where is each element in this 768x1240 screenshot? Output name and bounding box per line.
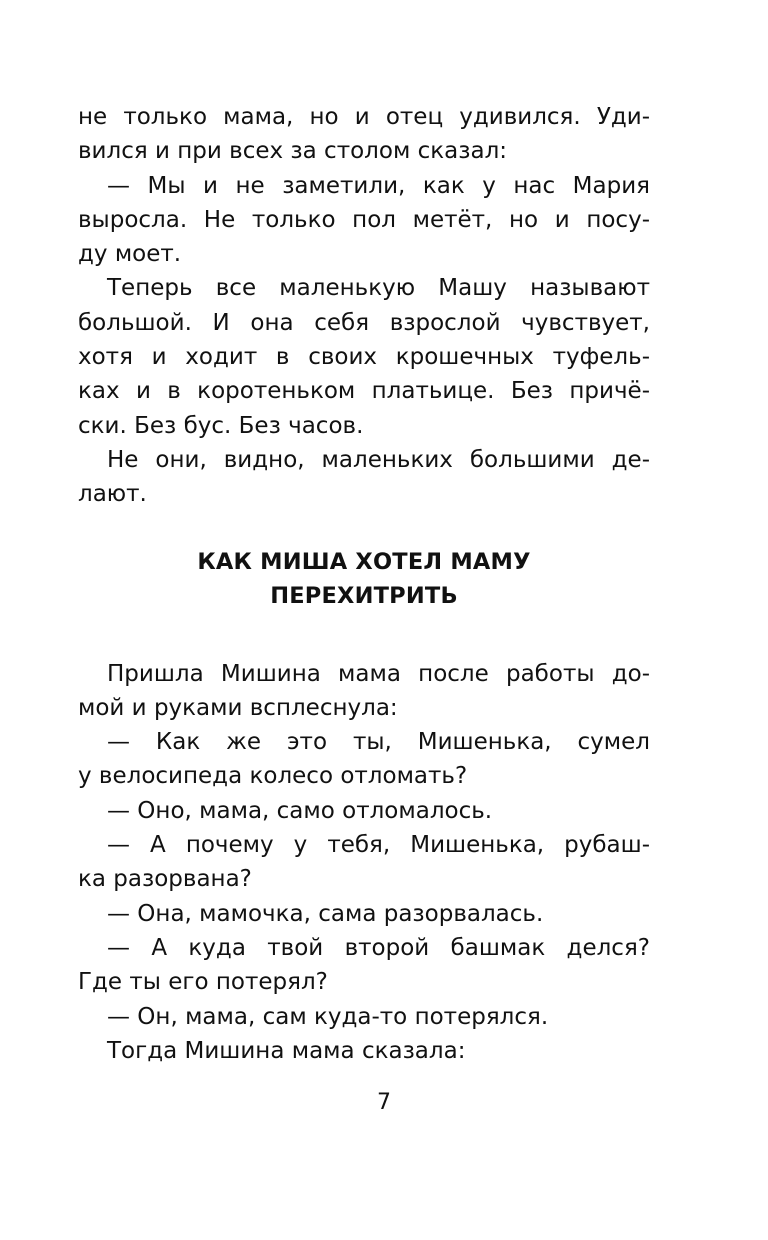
story-ending-text [78,100,650,512]
text-line: хотя и ходит в своих крошечных туфель- [78,344,650,371]
paragraph [78,100,650,169]
paragraph [78,271,650,442]
text-line: Теперь все маленькую Машу называют [107,275,650,302]
paragraph [78,443,650,512]
text-line: выросла. Не только пол метёт, но и посу- [78,206,650,233]
text-line: — Мы и не заметили, как у нас Мария [107,172,650,199]
chapter-heading [78,545,650,613]
page-body [78,100,650,1068]
section-gap [78,613,650,657]
chapter-heading-line-2: ПЕРЕХИТРИТЬ [270,582,458,609]
text-line: Тогда Мишина мама сказала: [107,1037,466,1064]
text-line: лают. [78,481,147,508]
paragraph [78,1034,650,1068]
text-line: Где ты его потерял? [78,969,328,996]
text-line: ках и в коротеньком платьице. Без причё- [78,378,650,405]
paragraph [78,657,650,726]
paragraph [78,897,650,931]
text-line: вился и при всех за столом сказал: [78,138,508,165]
text-line: Пришла Мишина мама после работы до- [107,660,650,687]
paragraph [78,169,650,272]
text-line: — Как же это ты, Мишенька, сумел [107,729,650,756]
text-line: мой и руками всплеснула: [78,694,398,721]
text-line: не только мама, но и отец удивился. Уди- [78,104,650,130]
paragraph [78,931,650,1000]
paragraph [78,794,650,828]
text-line: большой. И она себя взрослой чувствует, [78,309,650,336]
text-line: ду моет. [78,241,182,268]
text-line: ка разорвана? [78,866,252,893]
text-line: — А куда твой второй башмак делся? [107,934,650,961]
text-line: Не они, видно, маленьких большими де- [107,446,650,473]
chapter-body-text [78,657,650,1069]
paragraph [78,828,650,897]
text-line: — А почему у тебя, Мишенька, рубаш- [107,832,650,859]
text-line: у велосипеда колесо отломать? [78,763,468,790]
page-number: 7 [377,1090,391,1115]
section-gap [78,512,650,545]
text-line: ски. Без бус. Без часов. [78,412,364,439]
text-line: — Оно, мама, само отломалось. [107,797,493,824]
text-line: — Она, мамочка, сама разорвалась. [107,900,544,927]
paragraph [78,725,650,794]
text-line: — Он, мама, сам куда-то потерялся. [107,1003,549,1030]
paragraph [78,1000,650,1034]
chapter-heading-line-1: КАК МИША ХОТЕЛ МАМУ [197,548,531,575]
